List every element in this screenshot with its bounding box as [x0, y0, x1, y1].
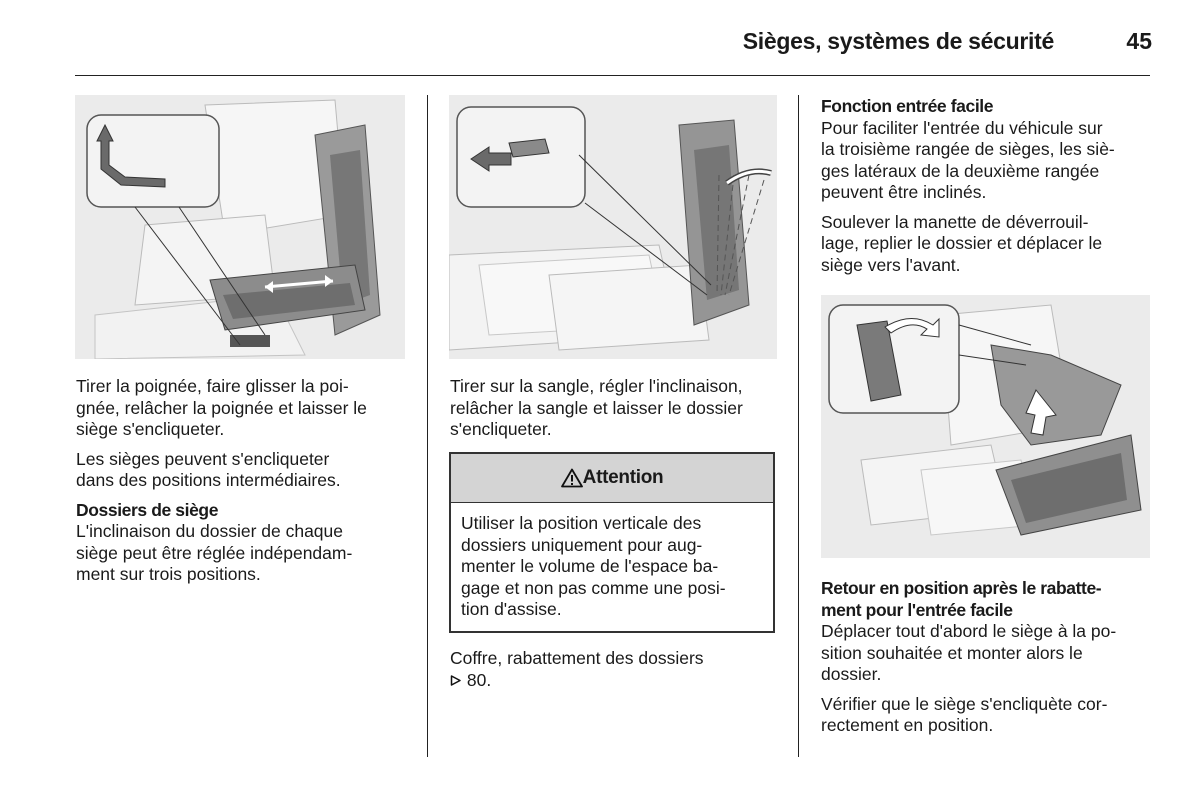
section-title: Sièges, systèmes de sécurité — [742, 28, 1054, 54]
warning-header — [451, 454, 773, 503]
warning-triangle-icon — [561, 468, 583, 488]
backrest-recline-illustration — [449, 95, 777, 359]
warning-title: Attention — [582, 467, 664, 488]
col3-top-text: Fonction entrée facile Pour faciliter l'entrée du véhicule sur la troisième rangée de sièges, les siè- ges latéraux de la deuxième rangée peuvent être inclinés. Soulever la manette de déverrouil- lage, replier le dossier et déplacer le siège vers l'avant. — [821, 96, 1115, 275]
col1-text: Tirer la poignée, faire glisser la poi- gnée, relâcher la poignée et laisser le siège s'encliqueter. Les sièges peuvent s'encliqueter dans des positions intermédiaires. Dossiers de siège L'inclinaison du dossier de chaque siège peut être réglée indépendam- ment sur trois positions. — [76, 376, 416, 586]
column-divider-1 — [427, 95, 428, 757]
warning-box — [449, 452, 775, 633]
col2-caption: Tirer sur la sangle, régler l'inclinaison, relâcher la sangle et laisser le dossier s'encliqueter. — [450, 376, 743, 439]
heading-return-position: Retour en position après le rabatte- ment pour l'entrée facile — [821, 578, 1102, 620]
column-divider-2 — [798, 95, 799, 757]
trunk-reference: Coffre, rabattement des dossiers 80. — [450, 648, 704, 690]
page-number: 45 — [1126, 28, 1152, 54]
col3-bottom-text: Retour en position après le rabatte- ment pour l'entrée facile Déplacer tout d'abord le siège à la po- sition souhaitée et monter alors le dossier. Vérifier que le siège s'encliquète cor- rectement en position. — [821, 578, 1117, 735]
caption-slide: Tirer la poignée, faire glisser la poi- gnée, relâcher la poignée et laisser le siège s'encliqueter. — [76, 376, 367, 439]
heading-backrests: Dossiers de siège — [76, 499, 219, 520]
easy-entry-illustration — [821, 295, 1150, 558]
page-reference[interactable]: 80. — [450, 670, 491, 690]
intermediate-positions-text: Les sièges peuvent s'encliqueter dans des positions intermédiaires. — [76, 448, 341, 490]
page-reference-arrow-icon — [450, 674, 462, 687]
heading-easy-entry: Fonction entrée facile — [821, 96, 994, 116]
warning-text: Utiliser la position verticale des dossiers uniquement pour aug- menter le volume de l'espace ba- gage et non pas comme une posi- tion d'assise. — [461, 513, 726, 619]
seat-slide-illustration — [75, 95, 405, 359]
header-rule — [75, 75, 1150, 76]
